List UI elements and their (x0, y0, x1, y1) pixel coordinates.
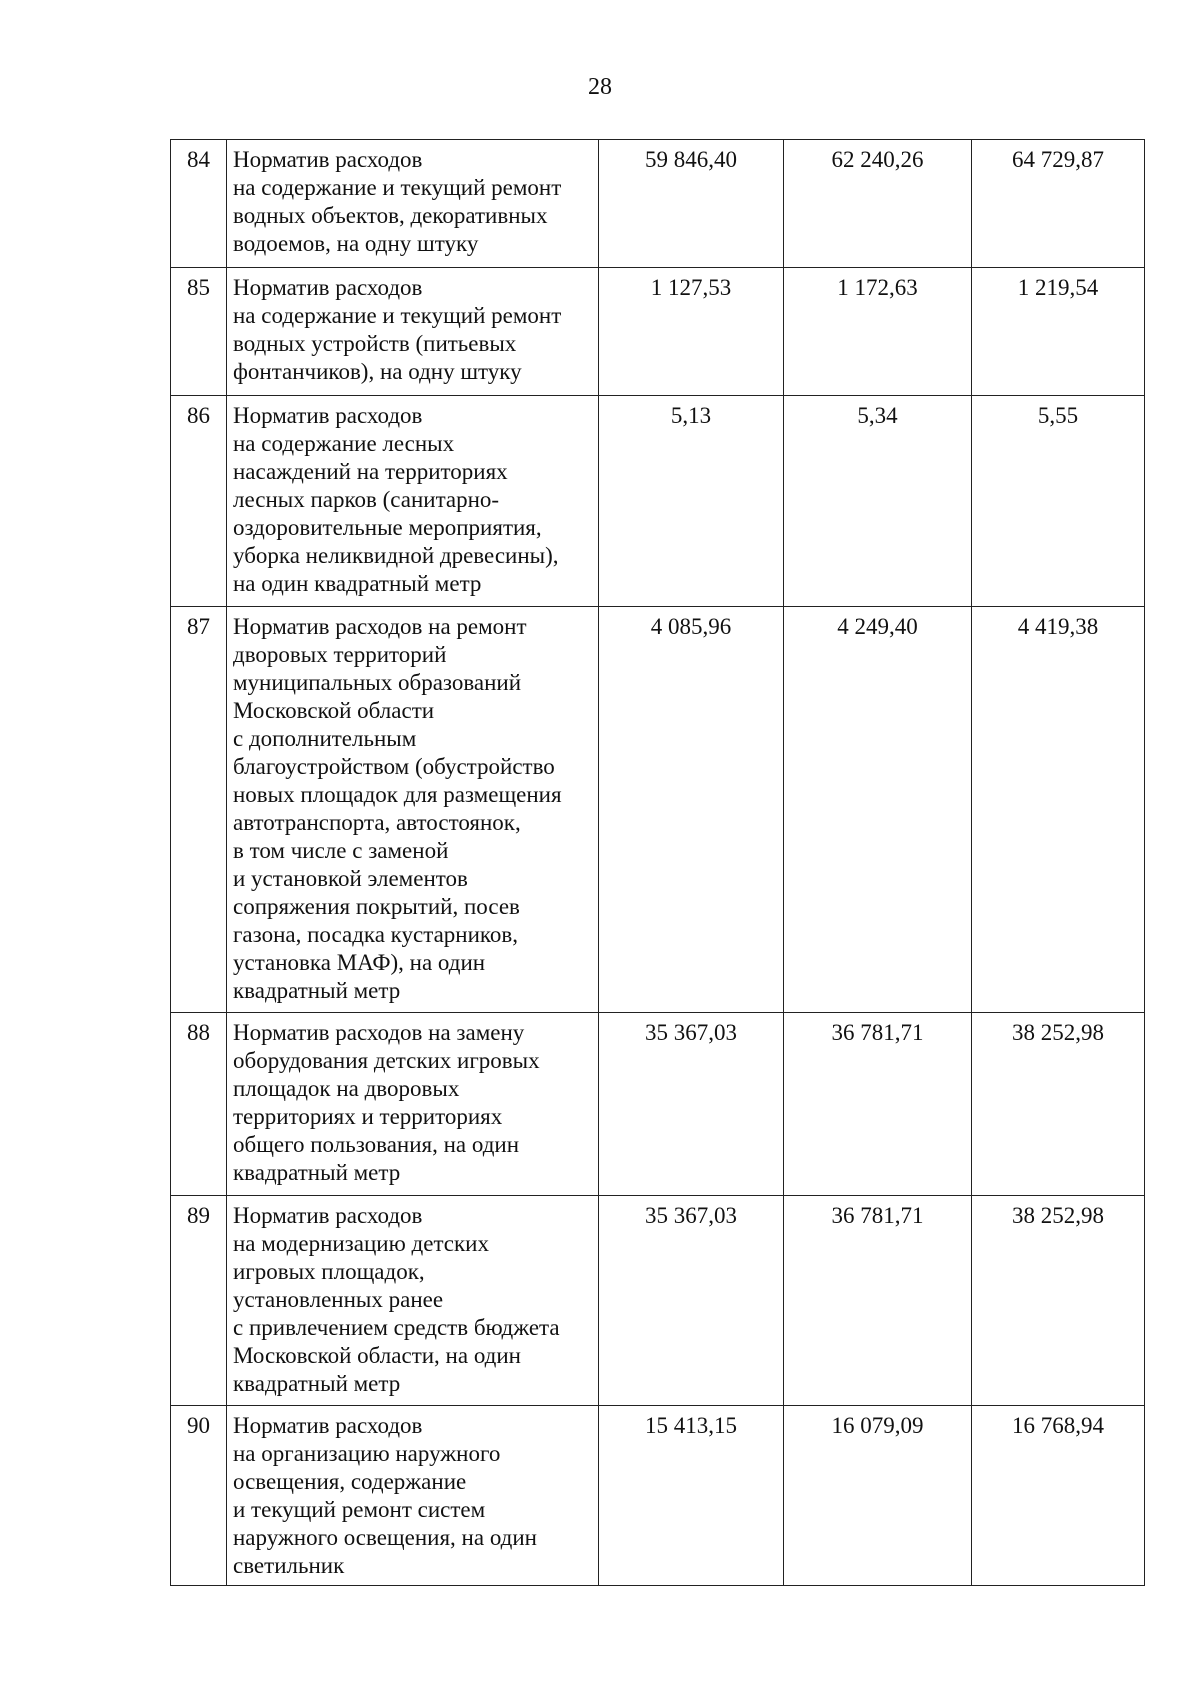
row-description: Норматив расходов на ремонт дворовых территорий муниципальных образований Московской области с дополнительным благоустройством (обустройство новых площадок для размещения автотранспорта, автостоянок, в том числе с заменой и установкой элементов сопряжения покрытий, посев газона, посадка кустарников, установка МАФ), на один квадратный метр (227, 607, 599, 1013)
table-row (171, 140, 1145, 268)
row-description: Норматив расходов на модернизацию детских игровых площадок, установленных ранее с привлечением средств бюджета Московской области, на один квадратный метр (227, 1196, 599, 1406)
row-number: 86 (171, 396, 227, 607)
value-year-3: 16 768,94 (972, 1406, 1145, 1586)
value-year-3: 1 219,54 (972, 268, 1145, 396)
value-year-2: 5,34 (784, 396, 972, 607)
row-number: 87 (171, 607, 227, 1013)
value-year-1: 59 846,40 (599, 140, 784, 268)
table-row (171, 396, 1145, 607)
norms-table (170, 139, 1145, 1586)
value-year-1: 5,13 (599, 396, 784, 607)
value-year-2: 36 781,71 (784, 1013, 972, 1196)
value-year-2: 1 172,63 (784, 268, 972, 396)
value-year-3: 38 252,98 (972, 1196, 1145, 1406)
value-year-3: 4 419,38 (972, 607, 1145, 1013)
value-year-3: 5,55 (972, 396, 1145, 607)
value-year-1: 35 367,03 (599, 1013, 784, 1196)
row-number: 88 (171, 1013, 227, 1196)
value-year-1: 35 367,03 (599, 1196, 784, 1406)
row-description: Норматив расходов на замену оборудования детских игровых площадок на дворовых территориях и территориях общего пользования, на один квадратный метр (227, 1013, 599, 1196)
value-year-1: 1 127,53 (599, 268, 784, 396)
row-number: 84 (171, 140, 227, 268)
row-description: Норматив расходов на организацию наружного освещения, содержание и текущий ремонт систем наружного освещения, на один светильник (227, 1406, 599, 1586)
table-row (171, 1013, 1145, 1196)
row-number: 90 (171, 1406, 227, 1586)
value-year-1: 4 085,96 (599, 607, 784, 1013)
value-year-2: 62 240,26 (784, 140, 972, 268)
value-year-3: 64 729,87 (972, 140, 1145, 268)
table-row (171, 1196, 1145, 1406)
value-year-3: 38 252,98 (972, 1013, 1145, 1196)
row-number: 89 (171, 1196, 227, 1406)
value-year-2: 4 249,40 (784, 607, 972, 1013)
table-row (171, 607, 1145, 1013)
page-number: 28 (588, 74, 612, 100)
table-row (171, 268, 1145, 396)
row-description: Норматив расходов на содержание и текущий ремонт водных устройств (питьевых фонтанчиков), на одну штуку (227, 268, 599, 396)
table-row (171, 1406, 1145, 1586)
value-year-1: 15 413,15 (599, 1406, 784, 1586)
row-number: 85 (171, 268, 227, 396)
row-description: Норматив расходов на содержание лесных насаждений на территориях лесных парков (санитарно- оздоровительные мероприятия, уборка неликвидной древесины), на один квадратный метр (227, 396, 599, 607)
value-year-2: 36 781,71 (784, 1196, 972, 1406)
value-year-2: 16 079,09 (784, 1406, 972, 1586)
row-description: Норматив расходов на содержание и текущий ремонт водных объектов, декоративных водоемов, на одну штуку (227, 140, 599, 268)
